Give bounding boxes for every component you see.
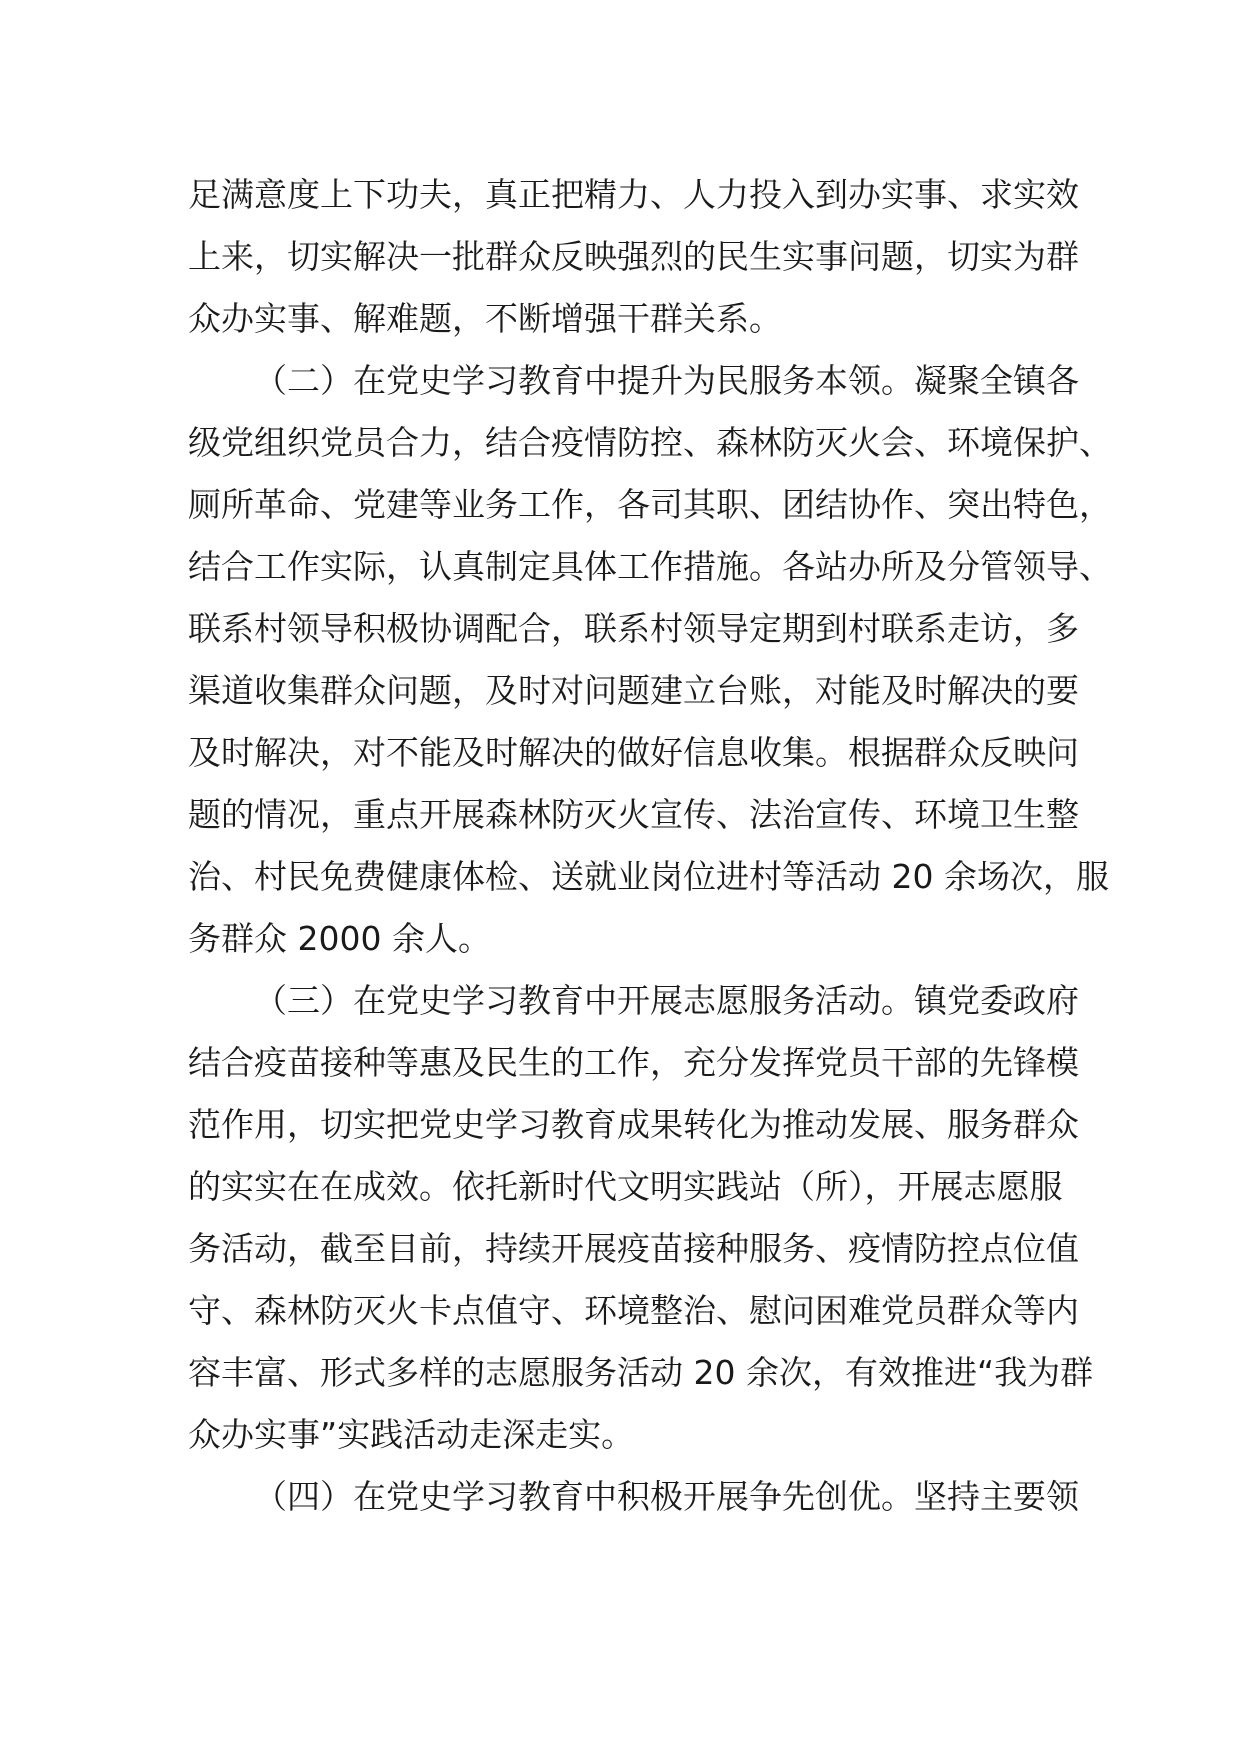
text-line: 上来，切实解决一批群众反映强烈的民生实事问题，切实为群 [188, 237, 1079, 276]
text-line: 容丰富、形式多样的志愿服务活动 20 余次，有效推进“我为群 [188, 1353, 1094, 1392]
text-line: 务群众 2000 余人。 [188, 919, 491, 958]
paragraph-heading-line: （三）在党史学习教育中开展志愿服务活动。镇党委政府 [254, 981, 1079, 1020]
text-line: 足满意度上下功夫，真正把精力、人力投入到办实事、求实效 [188, 175, 1079, 214]
text-line: 渠道收集群众问题，及时对问题建立台账，对能及时解决的要 [188, 671, 1079, 710]
text-line: 题的情况，重点开展森林防灭火宣传、法治宣传、环境卫生整 [188, 795, 1079, 834]
text-line: 的实实在在成效。依托新时代文明实践站（所），开展志愿服 [188, 1167, 1063, 1206]
text-line: 结合工作实际，认真制定具体工作措施。各站办所及分管领导、 [188, 547, 1112, 586]
text-line: 范作用，切实把党史学习教育成果转化为推动发展、服务群众 [188, 1105, 1079, 1144]
paragraph-heading-line: （二）在党史学习教育中提升为民服务本领。凝聚全镇各 [254, 361, 1079, 400]
text-line: 及时解决，对不能及时解决的做好信息收集。根据群众反映问 [188, 733, 1079, 772]
text-line: 治、村民免费健康体检、送就业岗位进村等活动 20 余场次，服 [188, 857, 1109, 896]
text-line: 守、森林防灭火卡点值守、环境整治、慰问困难党员群众等内 [188, 1291, 1079, 1330]
text-line: 务活动，截至目前，持续开展疫苗接种服务、疫情防控点位值 [188, 1229, 1079, 1268]
text-line: 联系村领导积极协调配合，联系村领导定期到村联系走访，多 [188, 609, 1079, 648]
paragraph-heading-line: （四）在党史学习教育中积极开展争先创优。坚持主要领 [254, 1477, 1079, 1516]
text-line: 众办实事”实践活动走深走实。 [188, 1415, 635, 1454]
text-line: 级党组织党员合力，结合疫情防控、森林防灭火会、环境保护、 [188, 423, 1112, 462]
text-line: 厕所革命、党建等业务工作，各司其职、团结协作、突出特色， [188, 485, 1112, 524]
text-line: 众办实事、解难题，不断增强干群关系。 [188, 299, 782, 338]
text-line: 结合疫苗接种等惠及民生的工作，充分发挥党员干部的先锋模 [188, 1043, 1079, 1082]
